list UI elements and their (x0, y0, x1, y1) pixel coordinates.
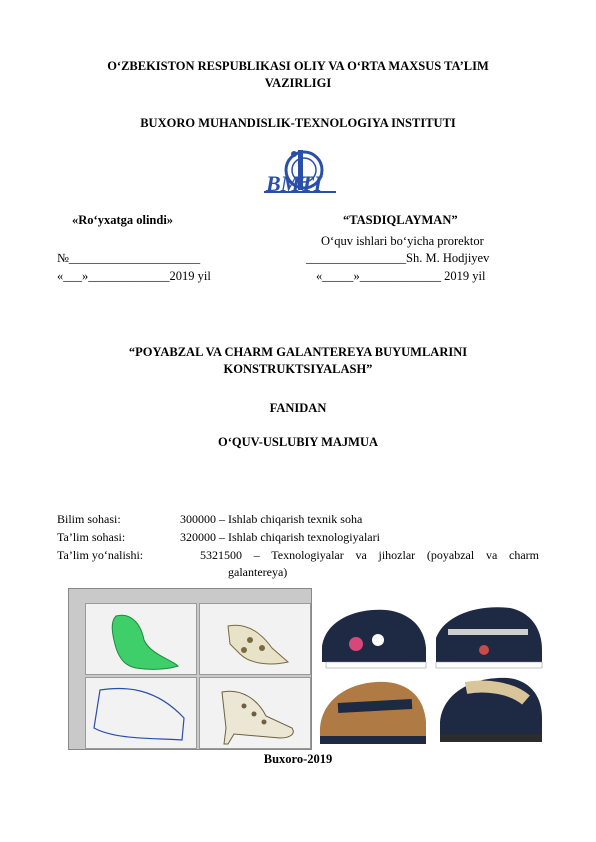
cad-view-shoe (199, 677, 311, 749)
cad-view-pattern (85, 677, 197, 749)
logo-letters: BMTI (266, 171, 323, 196)
city-year: Buxoro-2019 (263, 752, 333, 766)
sandal-wireframe-icon (200, 604, 310, 674)
fanidan-label: FANIDAN (269, 401, 327, 415)
subject-title-line1: “POYABZAL VA CHARM GALANTEREYA BUYUMLARINI (128, 345, 468, 359)
cad-view-last (85, 603, 197, 675)
cad-view-sandal (199, 603, 311, 675)
cad-screenshot (68, 588, 312, 750)
institute-logo (258, 146, 342, 208)
subject-title-line2: KONSTRUKTSIYALASH” (223, 362, 373, 376)
direction-label: Ta’lim yo‘nalishi: (57, 548, 144, 562)
registration-number: №_____________________ (57, 251, 201, 265)
education-field-label: Ta’lim sohasi: (57, 530, 126, 544)
sandals-photo (316, 588, 546, 750)
shoe-last-icon (86, 604, 196, 674)
knowledge-field-label: Bilim sohasi: (57, 512, 121, 526)
approver-signature: ________________Sh. M. Hodjiyev (306, 251, 490, 265)
cover-illustration (68, 588, 546, 750)
direction-value-line1: 5321500 – Texnologiyalar va jihozlar (poyabzal va charm (200, 548, 539, 562)
institute-name: BUXORO MUHANDISLIK-TEXNOLOGIYA INSTITUTI (140, 116, 456, 130)
approver-role: O‘quv ishlari bo‘yicha prorektor (321, 234, 484, 248)
direction-value-line2: galantereya) (228, 565, 288, 579)
registered-heading: «Ro‘yxatga olindi» (72, 213, 174, 227)
ministry-line2: VAZIRLIGI (264, 76, 332, 90)
sandals-icon (316, 588, 546, 750)
high-heel-icon (200, 678, 310, 748)
education-field-value: 320000 – Ishlab chiqarish texnologiyalari (180, 530, 380, 544)
majmua-label: O‘QUV-USLUBIY MAJMUA (217, 435, 379, 449)
approval-date: «_____»_____________ 2019 yil (316, 269, 486, 283)
knowledge-field-value: 300000 – Ishlab chiqarish texnik soha (180, 512, 363, 526)
registration-date: «___»_____________2019 yil (57, 269, 211, 283)
approve-heading: “TASDIQLAYMAN” (343, 213, 458, 227)
pattern-outline-icon (86, 678, 196, 748)
ministry-line1: O‘ZBEKISTON RESPUBLIKASI OLIY VA O‘RTA MAXSUS TA’LIM (107, 59, 489, 73)
bmti-logo-icon (258, 146, 342, 208)
